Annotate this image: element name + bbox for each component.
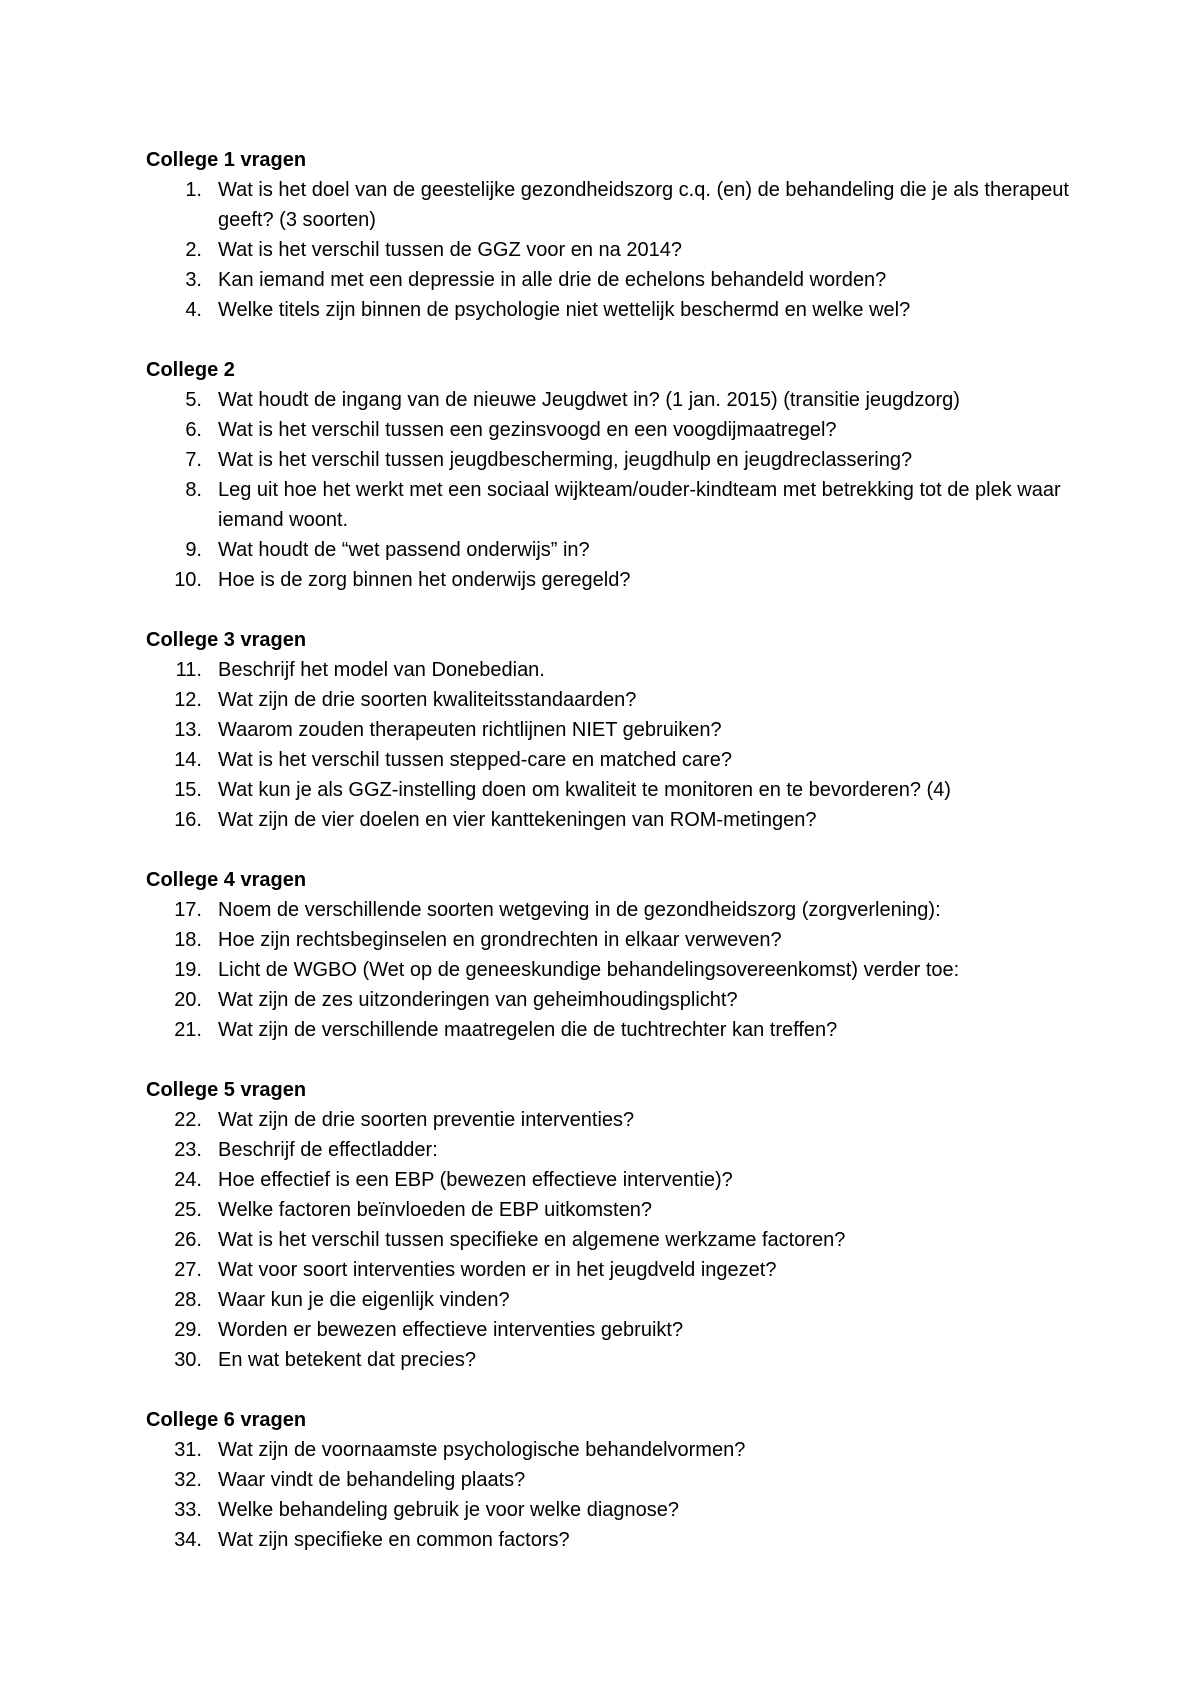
- question-text: Wat zijn de zes uitzonderingen van geheimhoudingsplicht?: [218, 989, 738, 1011]
- question-text: Waar vindt de behandeling plaats?: [218, 1469, 526, 1491]
- question-text: Wat zijn de vier doelen en vier kanttekeningen van ROM-metingen?: [218, 809, 817, 831]
- question-number: 33.: [174, 1499, 202, 1521]
- question-item: [146, 175, 1106, 235]
- question-item: [146, 715, 1106, 745]
- question-item: [146, 445, 1106, 475]
- question-number: 34.: [174, 1529, 202, 1551]
- question-text: Wat houdt de ingang van de nieuwe Jeugdwet in? (1 jan. 2015) (transitie jeugdzorg): [218, 389, 960, 411]
- question-section-1: [146, 145, 1106, 325]
- question-text: Leg uit hoe het werkt met een sociaal wijkteam/ouder-kindteam met betrekking tot de plek waar iemand woont.: [218, 479, 1061, 531]
- question-number: 1.: [185, 179, 202, 201]
- question-text: Worden er bewezen effectieve interventies gebruikt?: [218, 1319, 684, 1341]
- question-number: 26.: [174, 1229, 202, 1251]
- question-item: [146, 685, 1106, 715]
- question-text: Waarom zouden therapeuten richtlijnen NIET gebruiken?: [218, 719, 722, 741]
- question-text: Wat voor soort interventies worden er in het jeugdveld ingezet?: [218, 1259, 777, 1281]
- question-number: 20.: [174, 989, 202, 1011]
- question-number: 21.: [174, 1019, 202, 1041]
- question-item: [146, 745, 1106, 775]
- question-number: 3.: [185, 269, 202, 291]
- question-item: [146, 985, 1106, 1015]
- question-item: [146, 1165, 1106, 1195]
- question-text: Waar kun je die eigenlijk vinden?: [218, 1289, 510, 1311]
- question-item: [146, 1465, 1106, 1495]
- question-number: 13.: [174, 719, 202, 741]
- question-section-2: [146, 355, 1106, 595]
- question-text: Kan iemand met een depressie in alle drie de echelons behandeld worden?: [218, 269, 887, 291]
- question-number: 19.: [174, 959, 202, 981]
- question-text: Wat zijn de drie soorten kwaliteitsstandaarden?: [218, 689, 637, 711]
- question-number: 12.: [174, 689, 202, 711]
- question-text: Hoe zijn rechtsbeginselen en grondrechten in elkaar verweven?: [218, 929, 782, 951]
- question-item: [146, 565, 1106, 595]
- question-item: [146, 265, 1106, 295]
- question-number: 30.: [174, 1349, 202, 1371]
- question-item: [146, 1135, 1106, 1165]
- question-item: [146, 535, 1106, 565]
- question-number: 31.: [174, 1439, 202, 1461]
- question-text: Wat is het verschil tussen de GGZ voor en na 2014?: [218, 239, 682, 261]
- question-number: 7.: [185, 449, 202, 471]
- question-item: [146, 385, 1106, 415]
- question-number: 4.: [185, 299, 202, 321]
- question-text: Wat zijn specifieke en common factors?: [218, 1529, 570, 1551]
- question-item: [146, 1345, 1106, 1375]
- question-list: [146, 1435, 1106, 1555]
- question-text: Beschrijf het model van Donebedian.: [218, 659, 545, 681]
- question-text: Wat is het verschil tussen stepped-care en matched care?: [218, 749, 732, 771]
- question-item: [146, 1015, 1106, 1045]
- question-number: 9.: [185, 539, 202, 561]
- question-item: [146, 655, 1106, 685]
- question-item: [146, 235, 1106, 265]
- question-item: [146, 1435, 1106, 1465]
- question-section-3: [146, 625, 1106, 835]
- section-title: College 1 vragen: [146, 149, 307, 171]
- question-number: 25.: [174, 1199, 202, 1221]
- question-list: [146, 895, 1106, 1045]
- question-section-5: [146, 1075, 1106, 1375]
- question-text: Welke titels zijn binnen de psychologie niet wettelijk beschermd en welke wel?: [218, 299, 911, 321]
- question-text: Wat is het doel van de geestelijke gezondheidszorg c.q. (en) de behandeling die je als therapeut geeft? (3 soorten): [218, 179, 1069, 231]
- question-item: [146, 295, 1106, 325]
- question-text: Beschrijf de effectladder:: [218, 1139, 438, 1161]
- question-number: 14.: [174, 749, 202, 771]
- question-item: [146, 1225, 1106, 1255]
- question-list: [146, 1105, 1106, 1375]
- question-item: [146, 415, 1106, 445]
- section-title: College 4 vragen: [146, 869, 307, 891]
- question-text: Wat zijn de drie soorten preventie interventies?: [218, 1109, 635, 1131]
- question-number: 27.: [174, 1259, 202, 1281]
- question-text: Noem de verschillende soorten wetgeving in de gezondheidszorg (zorgverlening):: [218, 899, 941, 921]
- question-text: Wat zijn de voornaamste psychologische behandelvormen?: [218, 1439, 746, 1461]
- question-list: [146, 385, 1106, 595]
- question-number: 11.: [175, 659, 202, 681]
- question-number: 5.: [185, 389, 202, 411]
- question-text: Licht de WGBO (Wet op de geneeskundige behandelingsovereenkomst) verder toe:: [218, 959, 960, 981]
- question-text: Wat is het verschil tussen een gezinsvoogd en een voogdijmaatregel?: [218, 419, 837, 441]
- question-number: 24.: [174, 1169, 202, 1191]
- question-number: 22.: [174, 1109, 202, 1131]
- section-title: College 5 vragen: [146, 1079, 307, 1101]
- question-item: [146, 1285, 1106, 1315]
- question-item: [146, 1495, 1106, 1525]
- question-item: [146, 1525, 1106, 1555]
- question-text: Wat is het verschil tussen specifieke en algemene werkzame factoren?: [218, 1229, 846, 1251]
- question-item: [146, 1255, 1106, 1285]
- question-number: 16.: [174, 809, 202, 831]
- section-title: College 2: [146, 359, 235, 381]
- section-title: College 6 vragen: [146, 1409, 307, 1431]
- question-number: 29.: [174, 1319, 202, 1341]
- question-section-6: [146, 1405, 1106, 1555]
- question-text: Hoe is de zorg binnen het onderwijs geregeld?: [218, 569, 631, 591]
- question-number: 6.: [185, 419, 202, 441]
- question-item: [146, 1105, 1106, 1135]
- section-title: College 3 vragen: [146, 629, 307, 651]
- question-item: [146, 955, 1106, 985]
- question-number: 18.: [174, 929, 202, 951]
- question-text: Welke behandeling gebruik je voor welke diagnose?: [218, 1499, 680, 1521]
- question-number: 28.: [174, 1289, 202, 1311]
- question-section-4: [146, 865, 1106, 1045]
- question-text: Wat houdt de “wet passend onderwijs” in?: [218, 539, 590, 561]
- question-text: En wat betekent dat precies?: [218, 1349, 476, 1371]
- question-item: [146, 1195, 1106, 1225]
- question-number: 23.: [174, 1139, 202, 1161]
- question-item: [146, 805, 1106, 835]
- question-number: 2.: [185, 239, 202, 261]
- question-text: Hoe effectief is een EBP (bewezen effectieve interventie)?: [218, 1169, 733, 1191]
- question-text: Wat kun je als GGZ-instelling doen om kwaliteit te monitoren en te bevorderen? (4): [218, 779, 951, 801]
- question-item: [146, 925, 1106, 955]
- question-item: [146, 775, 1106, 805]
- question-item: [146, 1315, 1106, 1345]
- question-text: Wat zijn de verschillende maatregelen die de tuchtrechter kan treffen?: [218, 1019, 838, 1041]
- question-text: Welke factoren beïnvloeden de EBP uitkomsten?: [218, 1199, 652, 1221]
- question-number: 8.: [185, 479, 202, 501]
- question-number: 17.: [174, 899, 202, 921]
- question-item: [146, 475, 1106, 535]
- question-list: [146, 655, 1106, 835]
- question-number: 32.: [174, 1469, 202, 1491]
- question-list: [146, 175, 1106, 325]
- document-content: [146, 145, 1106, 1585]
- question-number: 15.: [174, 779, 202, 801]
- question-text: Wat is het verschil tussen jeugdbescherming, jeugdhulp en jeugdreclassering?: [218, 449, 913, 471]
- question-item: [146, 895, 1106, 925]
- question-number: 10.: [174, 569, 202, 591]
